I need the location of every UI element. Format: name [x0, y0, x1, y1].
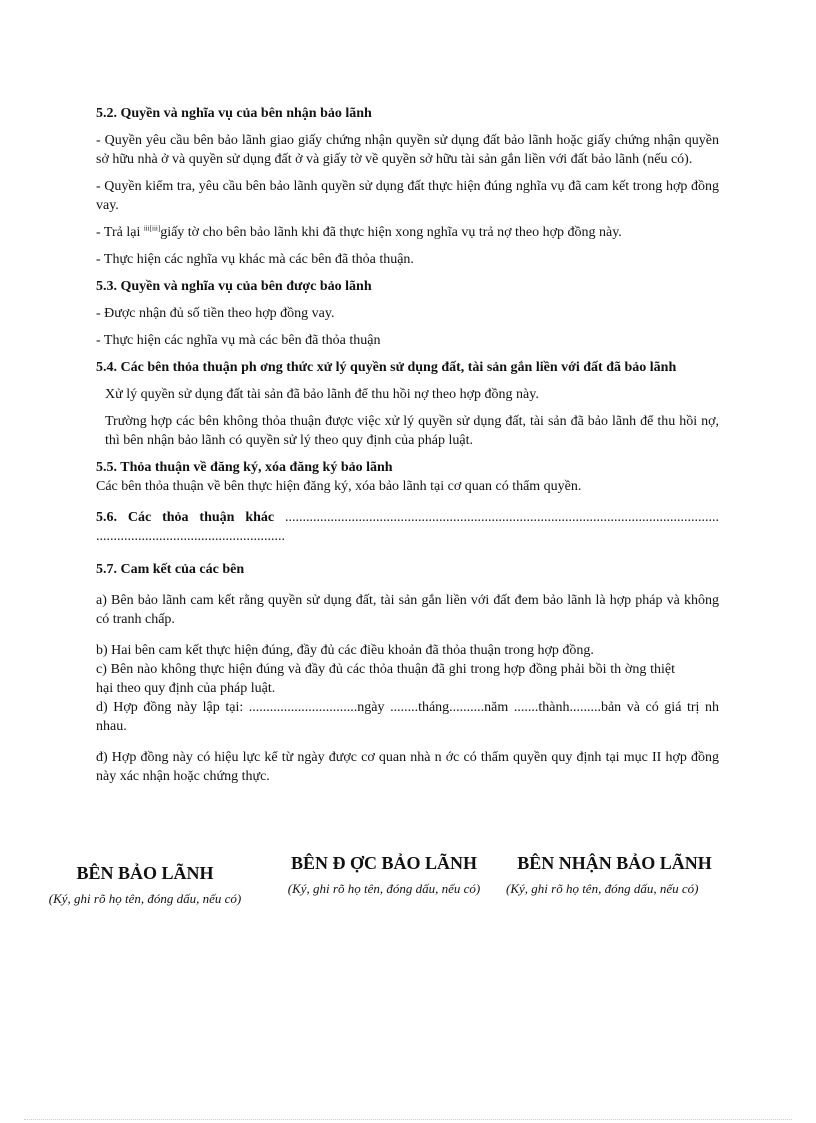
footnote-reference: iii[iii] [143, 224, 161, 233]
signature-title: BÊN NHẬN BẢO LÃNH [517, 853, 712, 873]
signature-guaranteed-party [278, 852, 490, 897]
section-5-2-item-4: - Thực hiện các nghĩa vụ khác mà các bên đã thỏa thuận. [96, 252, 414, 267]
section-5-6-fill-line: ............................................................................................................................ ...................................................... [96, 510, 719, 544]
signature-beneficiary [502, 852, 727, 897]
signature-guarantor [30, 862, 260, 907]
commitment-dd: đ) Hợp đồng này có hiệu lực kể từ ngày được cơ quan nhà n ớc có thẩm quyền quy định tại mục II hợp đồng này xác nhận hoặc chứng thực. [96, 750, 719, 784]
section-5-2-item-2: - Quyền kiểm tra, yêu cầu bên bảo lãnh quyền sử dụng đất thực hiện đúng nghĩa vụ đã cam kết trong hợp đồng vay. [96, 179, 719, 213]
signature-note: (Ký, ghi rõ họ tên, đóng dấu, nếu có) [287, 881, 481, 896]
commitment-a: a) Bên bảo lãnh cam kết rằng quyền sử dụng đất, tài sản gắn liền với đất đem bảo lãnh là hợp pháp và không có tranh chấp. [96, 593, 719, 627]
item-3-prefix: - Trả lại [96, 225, 144, 240]
section-5-2-heading: 5.2. Quyền và nghĩa vụ của bên nhận bảo lãnh [96, 106, 372, 121]
section-5-3-heading: 5.3. Quyền và nghĩa vụ của bên được bảo lãnh [96, 279, 372, 294]
page-bottom-divider [24, 1119, 792, 1120]
section-5-6-heading: 5.6. Các thỏa thuận khác [96, 510, 275, 525]
section-5-5-para-1: Các bên thỏa thuận về bên thực hiện đăng ký, xóa bảo lãnh tại cơ quan có thẩm quyền. [96, 479, 582, 494]
section-5-2-item-1: - Quyền yêu cầu bên bảo lãnh giao giấy chứng nhận quyền sử dụng đất bảo lãnh hoặc giấy chứng nhận quyền sở hữu nhà ở và quyền sử dụng đất ở và giấy tờ về quyền sở hữu tài sản gắn liền với đất bảo lãnh (nếu có). [96, 133, 719, 167]
section-5-4-heading: 5.4. Các bên thỏa thuận ph ơng thức xử lý quyền sử dụng đất, tài sản gắn liền với đất đã bảo lãnh [96, 360, 677, 375]
section-5-5-heading: 5.5. Thỏa thuận về đăng ký, xóa đăng ký bảo lãnh [96, 460, 393, 475]
section-5-4-para-2: Trường hợp các bên không thỏa thuận được việc xử lý quyền sử dụng đất, tài sản đã bảo lãnh để thu hồi nợ, thì bên nhận bảo lãnh có quyền sử lý theo quy định của pháp luật. [105, 414, 719, 448]
signature-note: (Ký, ghi rõ họ tên, đóng dấu, nếu có) [48, 891, 242, 906]
section-5-3-item-1: - Được nhận đủ số tiền theo hợp đồng vay. [96, 306, 335, 321]
document-body [96, 104, 719, 794]
section-5-4-para-1: Xử lý quyền sử dụng đất tài sản đã bảo lãnh để thu hồi nợ theo hợp đồng này. [105, 387, 539, 402]
commitment-c: c) Bên nào không thực hiện đúng và đầy đủ các thỏa thuận đã ghi trong hợp đồng phải bồi th ờng thiệt hại theo quy định của pháp luật. [96, 662, 675, 696]
commitment-d: d) Hợp đồng này lập tại: ...............................ngày ........tháng..........năm .......thành.........bản và có giá trị nh nhau. [96, 700, 719, 734]
section-5-2-item-3 [96, 223, 719, 242]
signature-title: BÊN Đ ỢC BẢO LÃNH [290, 853, 478, 873]
section-5-3-item-2: - Thực hiện các nghĩa vụ mà các bên đã thỏa thuận [96, 333, 381, 348]
item-3-text: giấy tờ cho bên bảo lãnh khi đã thực hiện xong nghĩa vụ trả nợ theo hợp đồng này. [160, 225, 622, 240]
signature-note: (Ký, ghi rõ họ tên, đóng dấu, nếu có) [506, 881, 699, 896]
section-5-7-heading: 5.7. Cam kết của các bên [96, 562, 245, 577]
signature-title: BÊN BẢO LÃNH [76, 863, 214, 883]
commitment-b: b) Hai bên cam kết thực hiện đúng, đầy đủ các điều khoản đã thỏa thuận trong hợp đồng. [96, 643, 594, 658]
section-5-6 [96, 508, 719, 546]
